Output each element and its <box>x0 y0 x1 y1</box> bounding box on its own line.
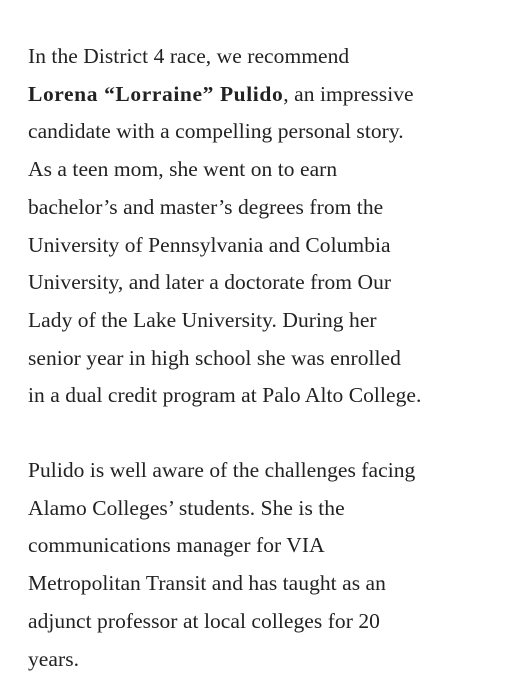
article-body <box>28 38 508 678</box>
line-text: Lady of the Lake University. During her <box>28 307 377 332</box>
line-text: As a teen mom, she went on to earn <box>28 157 338 182</box>
text-line <box>28 340 508 378</box>
text-line <box>28 452 508 490</box>
text-line <box>28 377 508 415</box>
text-line <box>28 264 508 302</box>
text-line <box>28 603 508 641</box>
text-line <box>28 565 508 603</box>
text-line <box>28 227 508 265</box>
text-line <box>28 151 508 189</box>
text-line <box>28 490 508 528</box>
line-text: University of Pennsylvania and Columbia <box>28 232 391 257</box>
line-text: In the District 4 race, we recommend <box>28 44 350 68</box>
line-text: Pulido is well aware of the challenges facing <box>28 458 416 483</box>
line-text: Alamo Colleges’ students. She is the <box>28 495 345 520</box>
line-text: senior year in high school she was enrolled <box>28 345 401 370</box>
line-text: bachelor’s and master’s degrees from the <box>28 194 384 219</box>
line-text: in a dual credit program at Palo Alto College. <box>28 383 422 408</box>
paragraph-recommendation <box>28 38 508 415</box>
text-line <box>28 189 508 227</box>
line-text: communications manager for VIA <box>28 533 325 558</box>
text-line <box>28 113 508 151</box>
line-text: , an impressive <box>283 81 414 106</box>
text-line <box>28 641 508 679</box>
text-line <box>28 527 508 565</box>
line-text: years. <box>28 646 80 671</box>
text-line <box>28 76 508 114</box>
line-text: candidate with a compelling personal story. <box>28 119 404 144</box>
paragraph-background <box>28 452 508 678</box>
line-text: adjunct professor at local colleges for 20 <box>28 608 380 633</box>
line-text: Metropolitan Transit and has taught as an <box>28 571 386 596</box>
text-line <box>28 38 508 76</box>
text-line <box>28 302 508 340</box>
candidate-name: Lorena “Lorraine” Pulido <box>28 81 284 106</box>
line-text: University, and later a doctorate from Our <box>28 270 392 295</box>
